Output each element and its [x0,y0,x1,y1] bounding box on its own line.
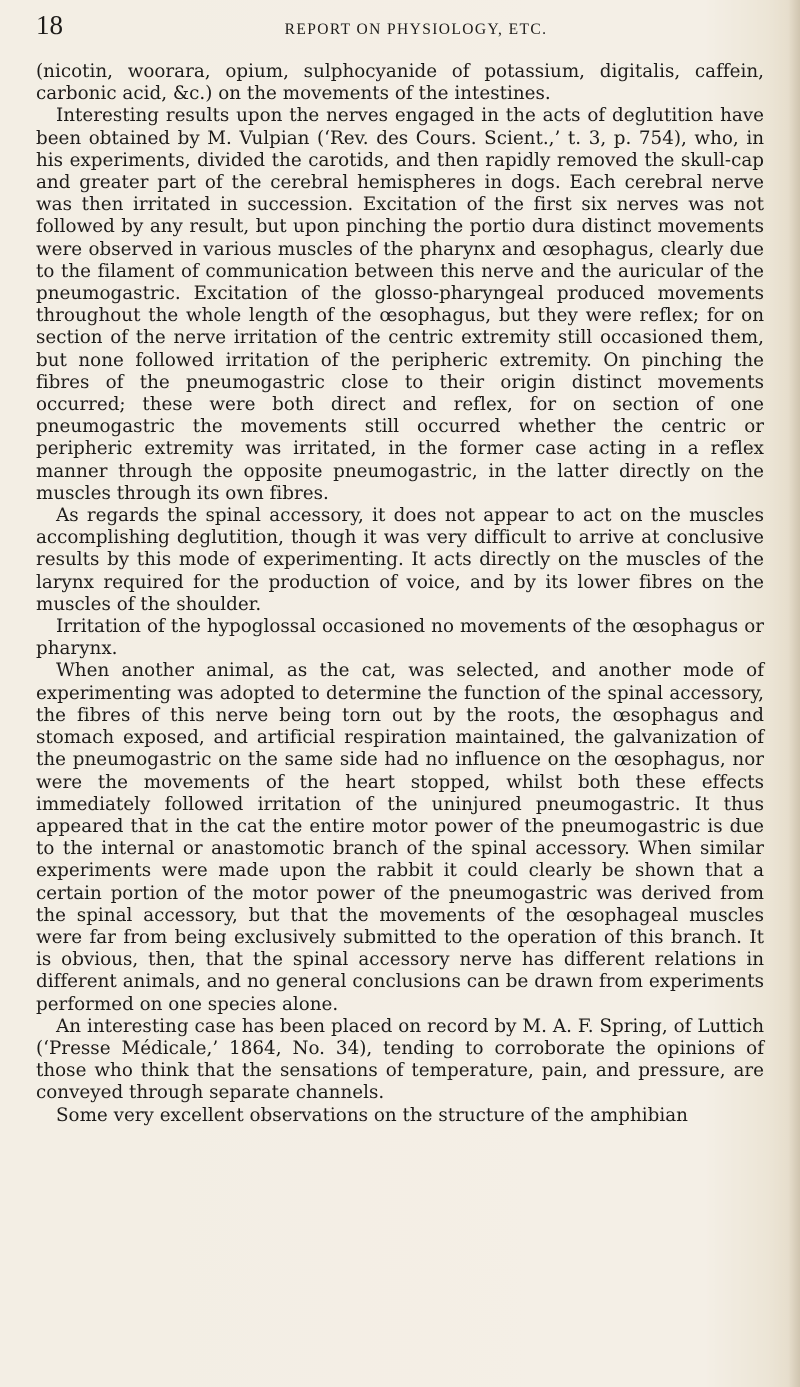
page-number: 18 [36,10,63,40]
paragraph-amphibian: Some very excellent observations on the structure of the amphibian [56,1104,688,1126]
paragraph-spring-case: An interesting case has been placed on record by M. A. F. Spring, of Luttich (‘Presse Médicale,’ 1864, No. 34), tending to corroborate the opinions of those who think that the sensations of temperature, pain, and pressure, are conveyed through separate channels. [36,1015,764,1104]
paragraph-hypoglossal: Irritation of the hypoglossal occasioned no movements of the œsophagus or pharynx. [36,616,764,660]
running-head: REPORT ON PHYSIOLOGY, ETC. [284,21,548,38]
page-header [36,10,766,50]
page-edge-shadow [788,0,800,1387]
paragraph-spinal-accessory: As regards the spinal accessory, it does not appear to act on the muscles accomplishing deglutition, though it was very difficult to arrive at conclusive results by this mode of experimenting. It acts directly on the muscles of the larynx required for the production of voice, and by its lower fibres on the muscles of the shoulder. [36,505,764,615]
paragraph-continued: (nicotin, woorara, opium, sulphocyanide of potassium, digitalis, caffein, carbonic acid, &c.) on the movements of the intestines. [36,61,764,105]
body-text [36,61,764,1127]
paragraph-cat-experiments: When another animal, as the cat, was selected, and another mode of experimenting was adopted to determine the function of the spinal accessory, the fibres of this nerve being torn out by the roots, the œsophagus and stomach exposed, and artificial respiration maintained, the galvanization of the pneumogastric on the same side had no influence on the œsophagus, nor were the movements of the heart stopped, whilst both these effects immediately followed irritation of the uninjured pneumogastric. It thus appeared that in the cat the entire motor power of the pneumogastric is due to the internal or anastomotic branch of the spinal accessory. When similar experiments were made upon the rabbit it could clearly be shown that a certain portion of the motor power of the pneumogastric was derived from the spinal accessory, but that the movements of the œsophageal muscles were far from being exclusively submitted to the operation of this branch. It is obvious, then, that the spinal accessory nerve has different relations in different animals, and no general conclusions can be drawn from experiments performed on one species alone. [36,660,764,1015]
paragraph-vulpian-experiments: Interesting results upon the nerves engaged in the acts of deglutition have been obtained by M. Vulpian (‘Rev. des Cours. Scient.,’ t. 3, p. 754), who, in his experiments, divided the carotids, and then rapidly removed the skull-cap and greater part of the cerebral hemispheres in dogs. Each cerebral nerve was then irritated in succession. Excitation of the first six nerves was not followed by any result, but upon pinching the portio dura distinct movements were observed in various muscles of the pharynx and œsophagus, clearly due to the filament of communication between this nerve and the auricular of the pneumogastric. Excitation of the glosso-pharyngeal produced movements throughout the whole length of the œsophagus, but they were reflex; for on section of the nerve irritation of the centric extremity still occasioned them, but none followed irritation of the peripheric extremity. On pinching the fibres of the pneumogastric close to their origin distinct movements occurred; these were both direct and reflex, for on section of one pneumogastric the movements still occurred whether the centric or peripheric extremity was irritated, in the former case acting in a reflex manner through the opposite pneumogastric, in the latter directly on the muscles through its own fibres. [36,105,764,504]
